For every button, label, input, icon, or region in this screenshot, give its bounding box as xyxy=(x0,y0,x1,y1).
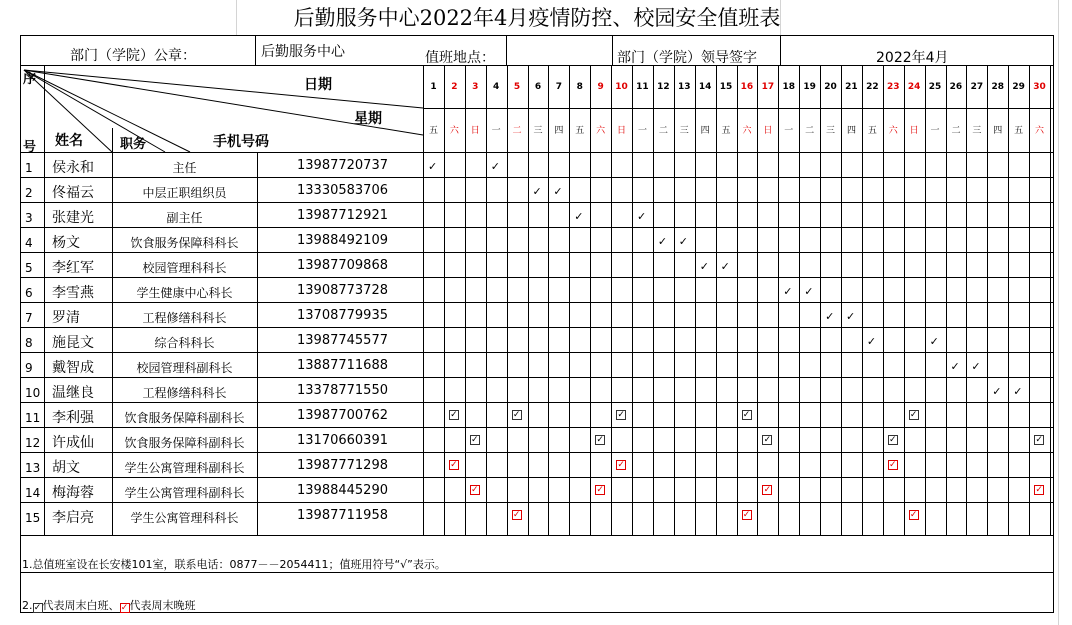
row-name: 梅海蓉 xyxy=(52,485,94,501)
night-shift-box-icon: ✓ xyxy=(1035,485,1043,495)
weekday: 六 xyxy=(888,126,898,136)
row-duty: 学生公寓管理科副科长 xyxy=(124,486,245,500)
row-name: 侯永和 xyxy=(52,160,94,176)
row-phone: 13987745577 xyxy=(297,333,388,348)
phone-header: 手机号码 xyxy=(213,134,269,150)
weekday: 四 xyxy=(554,126,564,136)
date-label: 日期 xyxy=(304,77,332,93)
row-phone: 13987711958 xyxy=(297,508,388,523)
night-shift-box-icon: ✓ xyxy=(471,485,479,495)
night-shift-box-icon: ✓ xyxy=(763,485,772,495)
weekday: 四 xyxy=(700,126,710,136)
night-shift-box-icon: ✓ xyxy=(889,460,897,470)
duty-check-icon: ✓ xyxy=(574,210,584,223)
night-shift-box-icon: ✓ xyxy=(909,510,918,520)
row-number: 2 xyxy=(25,186,33,200)
row-phone: 13378771550 xyxy=(297,383,388,398)
day-number: 11 xyxy=(636,82,649,92)
day-number: 1 xyxy=(430,82,437,92)
row-phone: 13988492109 xyxy=(297,233,388,248)
day-number: 24 xyxy=(907,82,921,92)
duty-check-icon: ✓ xyxy=(428,160,438,173)
day-shift-box-icon: ✓ xyxy=(1035,435,1043,445)
weekday-label: 星期 xyxy=(354,111,382,127)
day-number: 27 xyxy=(970,82,984,92)
row-line xyxy=(20,402,1054,403)
duty-check-icon: ✓ xyxy=(1013,385,1023,398)
row-line xyxy=(20,177,1054,178)
duty-check-icon: ✓ xyxy=(553,185,563,198)
day-number: 15 xyxy=(719,82,733,92)
weekday: 五 xyxy=(721,126,731,136)
row-duty: 综合科科长 xyxy=(154,336,215,350)
day-shift-box-icon: ✓ xyxy=(742,410,751,420)
weekday: 六 xyxy=(1035,126,1045,136)
row-number: 3 xyxy=(25,211,33,225)
weekday: 一 xyxy=(637,126,647,136)
day-number: 7 xyxy=(555,82,562,92)
duty-check-icon: ✓ xyxy=(992,385,1002,398)
row-line xyxy=(20,252,1054,253)
row-name: 罗清 xyxy=(52,310,80,326)
day-number: 10 xyxy=(615,82,628,92)
row-name: 李红军 xyxy=(52,260,94,276)
weekday: 日 xyxy=(617,126,627,136)
row-name: 佟福云 xyxy=(52,185,94,201)
duty-check-icon: ✓ xyxy=(720,260,730,273)
day-number: 8 xyxy=(576,82,583,92)
row-name: 杨文 xyxy=(52,235,80,251)
row-phone: 13330583706 xyxy=(297,183,388,198)
duty-check-icon: ✓ xyxy=(846,310,856,323)
weekday: 六 xyxy=(449,126,459,136)
duty-check-icon: ✓ xyxy=(657,235,668,248)
row-number: 7 xyxy=(25,311,33,325)
day-number: 25 xyxy=(928,82,942,92)
weekday: 三 xyxy=(826,126,836,136)
day-number: 14 xyxy=(698,82,712,92)
weekday: 一 xyxy=(491,126,501,136)
day-shift-box-icon: ✓ xyxy=(763,435,772,445)
row-phone: 13987709868 xyxy=(297,258,388,273)
row-duty: 饮食服务保障科科长 xyxy=(130,236,239,250)
row-line xyxy=(20,277,1054,278)
duty-check-icon: ✓ xyxy=(637,210,647,223)
day-number: 30 xyxy=(1033,82,1046,92)
duty-check-icon: ✓ xyxy=(950,360,960,373)
day-number: 2 xyxy=(451,82,458,92)
month-label: 2022年4月 xyxy=(876,50,949,66)
weekday: 三 xyxy=(972,126,982,136)
weekday: 二 xyxy=(951,126,961,136)
night-shift-box-icon: ✓ xyxy=(450,460,458,470)
row-line xyxy=(20,302,1054,303)
duty-check-icon: ✓ xyxy=(804,285,814,298)
weekday: 日 xyxy=(909,126,919,136)
weekday: 四 xyxy=(846,126,856,136)
row-number: 10 xyxy=(25,386,41,400)
day-shift-box-icon: ✓ xyxy=(33,603,42,613)
weekday: 日 xyxy=(763,126,773,136)
day-number: 6 xyxy=(534,82,542,92)
row-line xyxy=(20,227,1054,228)
day-number: 18 xyxy=(782,82,795,92)
row-line xyxy=(20,452,1054,453)
note-2-day: 代表周末白班、 xyxy=(42,599,120,612)
row-line xyxy=(20,202,1054,203)
duty-check-icon: ✓ xyxy=(783,285,793,298)
day-shift-box-icon: ✓ xyxy=(471,435,479,445)
duty-check-icon: ✓ xyxy=(490,160,500,173)
day-shift-box-icon: ✓ xyxy=(596,435,604,445)
weekday: 一 xyxy=(784,126,794,136)
row-duty: 校园管理科副科长 xyxy=(136,361,233,375)
row-number: 12 xyxy=(25,436,41,450)
duty-check-icon: ✓ xyxy=(678,235,689,248)
location-label: 值班地点： xyxy=(425,50,495,66)
weekday: 三 xyxy=(533,126,543,136)
row-name: 李启亮 xyxy=(52,510,94,526)
row-duty: 饮食服务保障科副科长 xyxy=(124,436,245,450)
row-duty: 主任 xyxy=(172,161,197,175)
night-shift-box-icon: ✓ xyxy=(120,603,129,613)
row-name: 戴智成 xyxy=(52,360,94,376)
weekday: 三 xyxy=(679,126,689,136)
day-number: 21 xyxy=(845,82,858,92)
weekday: 二 xyxy=(512,126,522,136)
row-number: 13 xyxy=(25,461,41,475)
row-number: 14 xyxy=(25,486,41,500)
row-duty: 工程修缮科科长 xyxy=(142,311,227,325)
row-duty: 饮食服务保障科副科长 xyxy=(124,411,245,425)
row-name: 施昆文 xyxy=(52,335,94,351)
row-line xyxy=(20,477,1054,478)
row-line xyxy=(20,327,1054,328)
name-header: 姓名 xyxy=(55,133,83,149)
seq-label-top: 序 xyxy=(23,72,37,87)
row-duty: 学生公寓管理科副科长 xyxy=(124,461,245,475)
night-shift-box-icon: ✓ xyxy=(512,510,521,520)
duty-check-icon: ✓ xyxy=(825,310,835,323)
day-number: 26 xyxy=(949,82,963,92)
duty-check-icon: ✓ xyxy=(866,335,877,348)
row-line xyxy=(20,427,1054,428)
row-duty: 学生健康中心科长 xyxy=(136,286,233,300)
weekday: 六 xyxy=(596,126,606,136)
day-number: 22 xyxy=(866,82,879,92)
duty-check-icon: ✓ xyxy=(929,335,939,348)
weekday: 四 xyxy=(993,126,1003,136)
row-phone: 13908773728 xyxy=(297,283,388,298)
day-number: 28 xyxy=(991,82,1004,92)
row-number: 15 xyxy=(25,511,41,525)
row-name: 李利强 xyxy=(52,410,94,426)
weekday: 五 xyxy=(428,126,438,136)
weekday: 五 xyxy=(867,126,877,136)
leader-sign-label: 部门（学院）领导签字 xyxy=(617,50,757,66)
row-phone: 13708779935 xyxy=(297,308,388,323)
row-line xyxy=(20,502,1054,503)
day-number: 12 xyxy=(657,82,670,92)
row-duty: 副主任 xyxy=(166,211,203,225)
row-name: 许成仙 xyxy=(52,435,94,451)
day-number: 9 xyxy=(597,82,604,92)
weekday: 五 xyxy=(575,126,585,136)
seq-label-bottom: 号 xyxy=(23,140,37,155)
note-1: 1.总值班室设在长安楼101室，联系电话：0877－－2054411；值班用符号“√”表示。 xyxy=(22,558,446,571)
row-duty: 学生公寓管理科科长 xyxy=(130,511,239,525)
day-header-divider xyxy=(423,108,1053,109)
day-number: 4 xyxy=(493,82,500,92)
row-phone: 13987720737 xyxy=(297,158,388,173)
row-number: 5 xyxy=(25,261,33,275)
duty-header: 职务 xyxy=(120,137,147,152)
duty-check-icon: ✓ xyxy=(699,260,709,273)
night-shift-box-icon: ✓ xyxy=(596,485,604,495)
row-number: 6 xyxy=(25,286,33,300)
night-shift-box-icon: ✓ xyxy=(617,460,625,470)
row-duty: 中层正职组织员 xyxy=(142,186,227,200)
day-number: 16 xyxy=(740,82,754,92)
weekday: 六 xyxy=(742,126,752,136)
day-shift-box-icon: ✓ xyxy=(617,410,625,420)
day-number: 20 xyxy=(824,82,837,92)
row-line xyxy=(20,352,1054,353)
row-phone: 13988445290 xyxy=(297,483,388,498)
dept-seal-label: 部门（学院）公章： xyxy=(70,48,196,64)
row-name: 李雪燕 xyxy=(52,285,94,301)
row-number: 1 xyxy=(25,161,33,175)
day-number: 3 xyxy=(472,82,479,92)
row-duty: 工程修缮科科长 xyxy=(142,386,227,400)
note-2-night: 代表周末晚班 xyxy=(129,599,196,612)
row-phone: 13987771298 xyxy=(297,458,388,473)
row-name: 温继良 xyxy=(52,385,94,401)
weekday: 日 xyxy=(470,126,480,136)
weekday: 二 xyxy=(658,126,668,136)
note-2-prefix: 2. xyxy=(22,599,33,612)
row-duty: 校园管理科科长 xyxy=(142,261,227,275)
note-2 xyxy=(22,597,196,613)
weekday: 二 xyxy=(805,126,815,136)
day-shift-box-icon: ✓ xyxy=(512,410,521,420)
row-number: 8 xyxy=(25,336,33,350)
page-title: 后勤服务中心2022年4月疫情防控、校园安全值班表 xyxy=(293,6,781,30)
row-number: 11 xyxy=(25,411,41,425)
row-line xyxy=(20,377,1054,378)
weekday: 五 xyxy=(1014,126,1024,136)
night-shift-box-icon: ✓ xyxy=(742,510,751,520)
row-number: 4 xyxy=(25,236,33,250)
day-number: 13 xyxy=(677,82,691,92)
day-number: 5 xyxy=(513,82,521,92)
row-phone: 13887711688 xyxy=(297,358,388,373)
row-name: 张建光 xyxy=(52,210,94,226)
row-name: 胡文 xyxy=(52,460,80,476)
row-phone: 13987712921 xyxy=(297,208,388,223)
row-phone: 13170660391 xyxy=(297,433,388,448)
day-shift-box-icon: ✓ xyxy=(450,410,458,420)
weekday: 一 xyxy=(930,126,940,136)
dept-seal-value: 后勤服务中心 xyxy=(261,44,345,60)
duty-check-icon: ✓ xyxy=(971,360,981,373)
day-shift-box-icon: ✓ xyxy=(909,410,918,420)
day-column-line xyxy=(1050,65,1051,535)
day-shift-box-icon: ✓ xyxy=(889,435,897,445)
day-number: 19 xyxy=(803,82,816,92)
row-number: 9 xyxy=(25,361,33,375)
day-number: 17 xyxy=(761,82,775,92)
day-number: 23 xyxy=(886,82,900,92)
duty-check-icon: ✓ xyxy=(532,185,542,198)
row-phone: 13987700762 xyxy=(297,408,388,423)
day-number: 29 xyxy=(1012,82,1025,92)
